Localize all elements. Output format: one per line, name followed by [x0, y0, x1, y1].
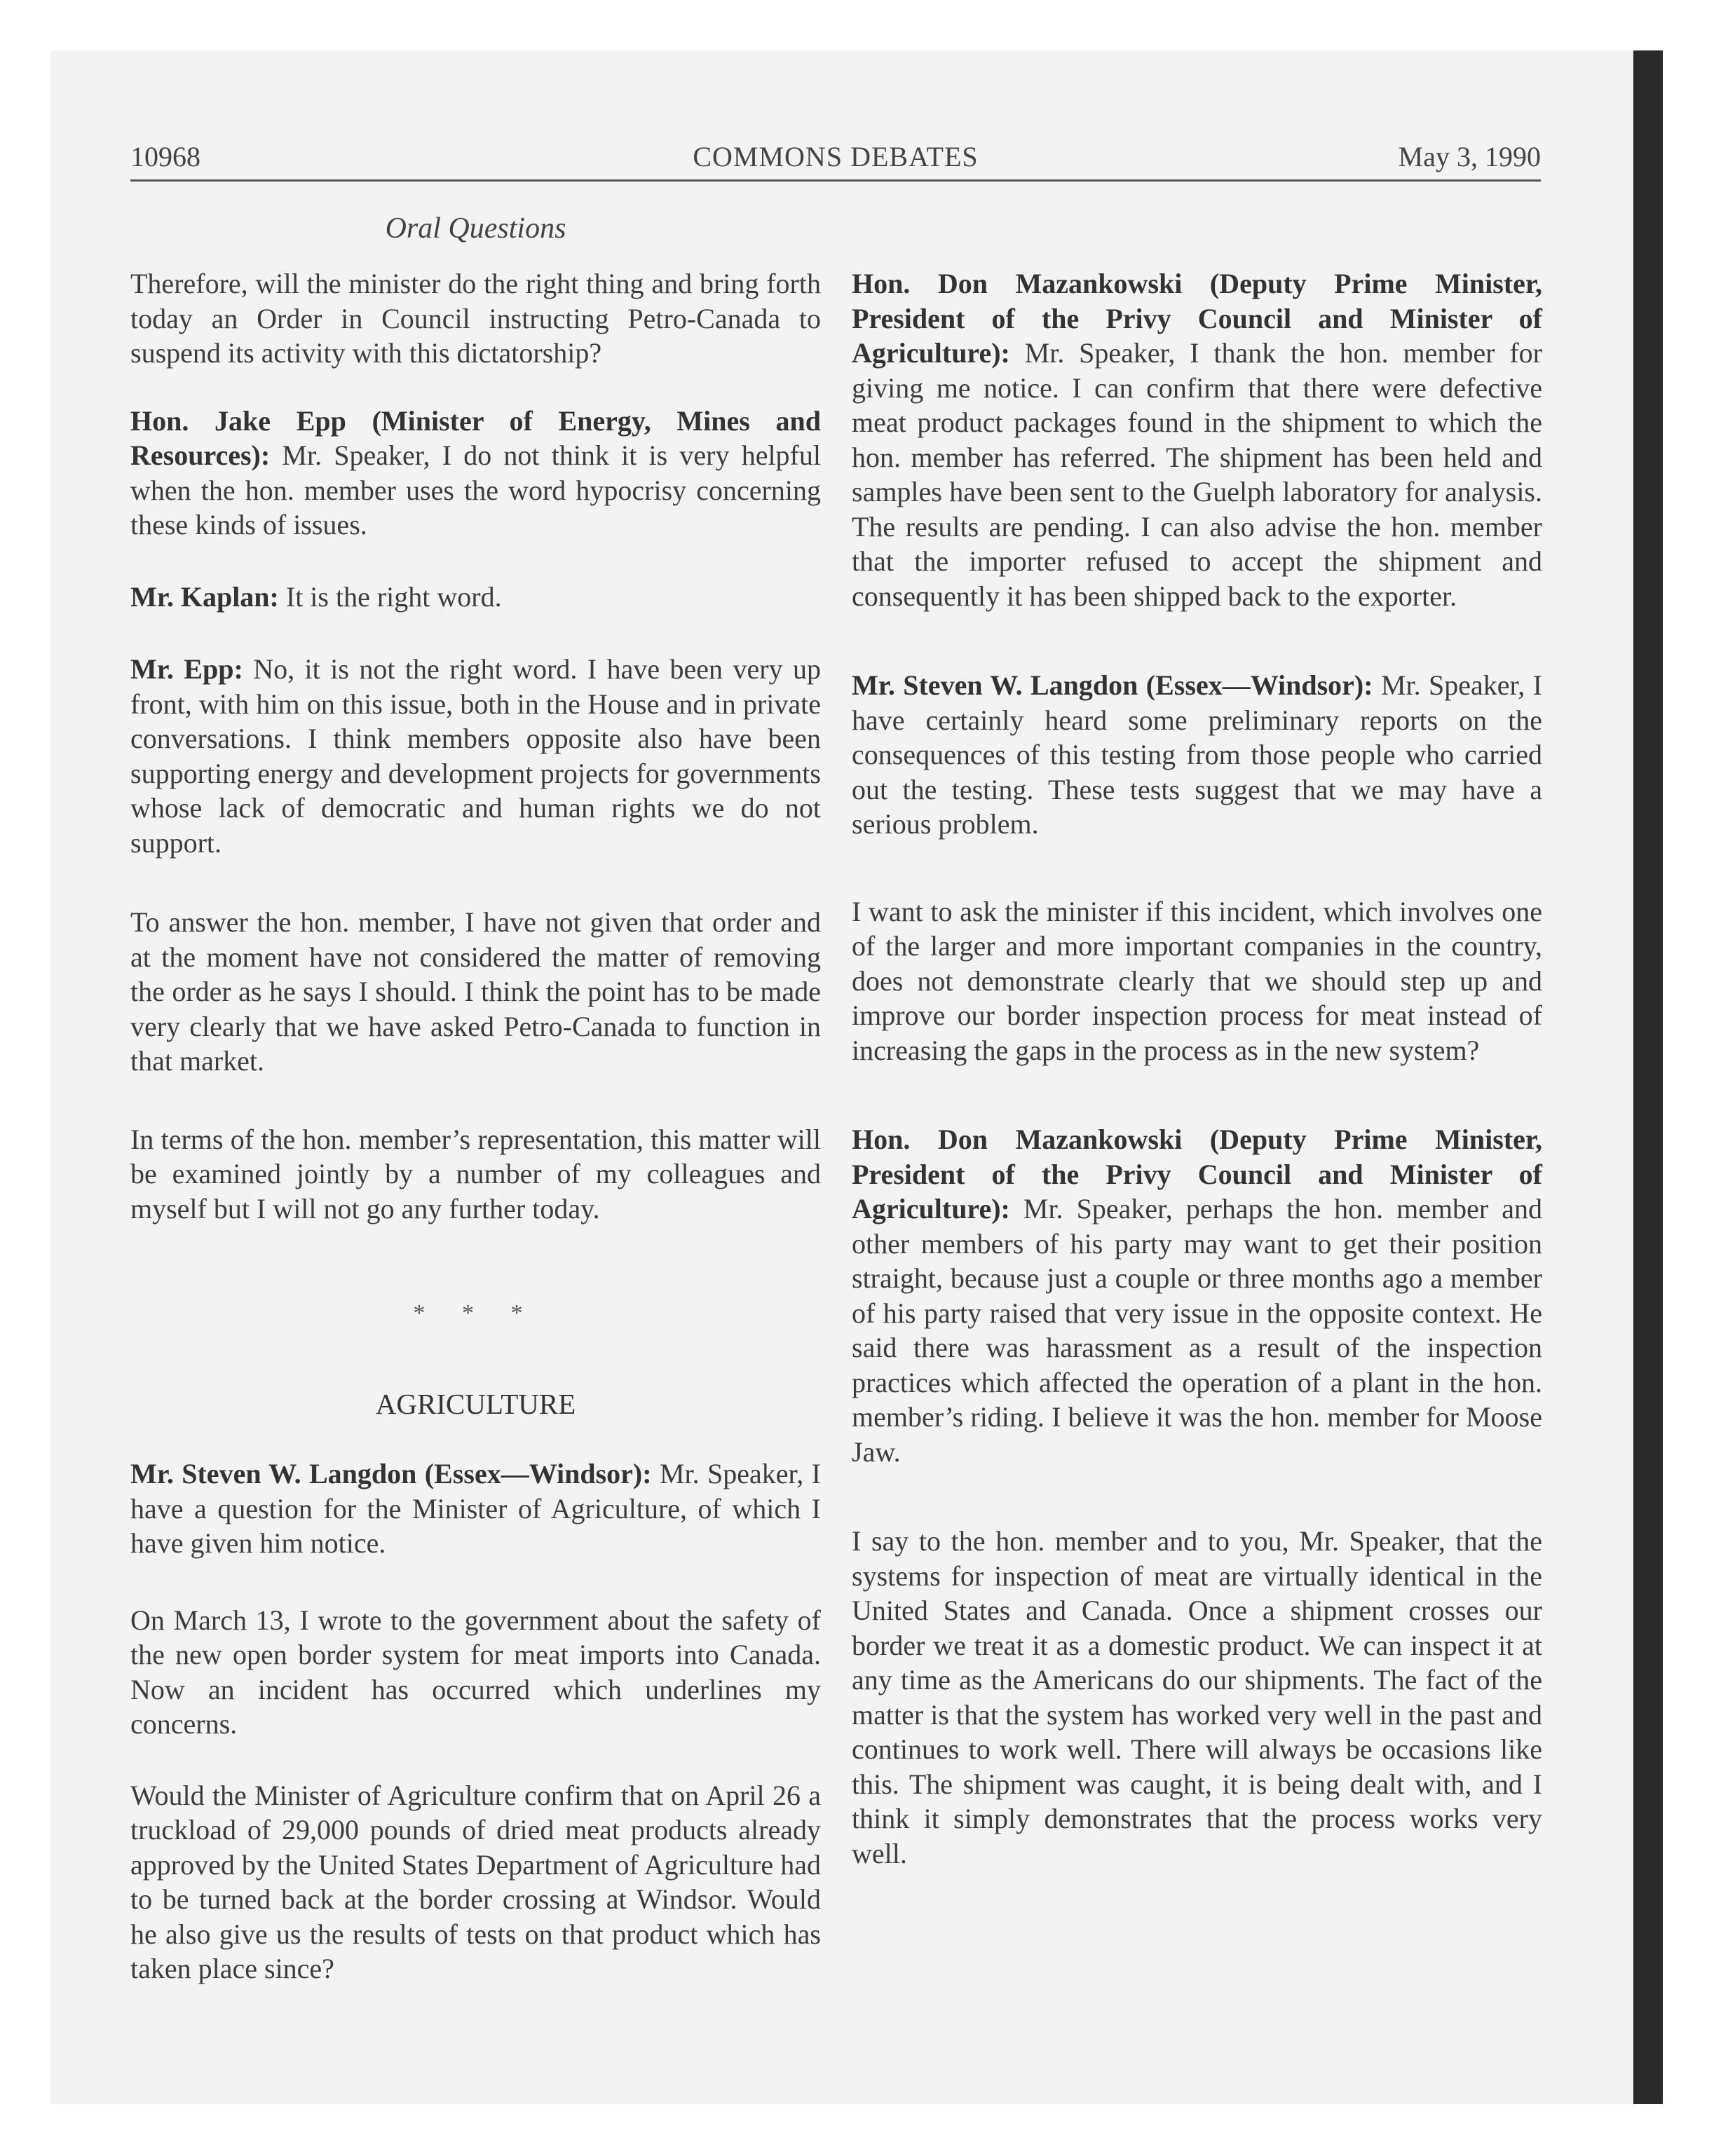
- header-rule: [130, 179, 1541, 182]
- paragraph: I want to ask the minister if this incident, which involves one of the larger and more important companies in the country, does not demonstrate clearly that we should step up and improve our border inspection process for meat instead of increasing the gaps in the process as in the new system?: [852, 895, 1542, 1066]
- paragraph: Would the Minister of Agriculture confirm that on April 26 a truckload of 29,000 pounds of dried meat products already approved by the United States Department of Agriculture had to be turned back at the border crossing at Windsor. Would he also give us the results of tests on that product which has taken place since?: [130, 1779, 821, 1984]
- speech-text: Mr. Speaker, I do not think it is very helpful when the hon. member uses the word hypocrisy concerning these kinds of issues.: [130, 439, 821, 540]
- section-heading: Oral Questions: [385, 212, 566, 245]
- speech-paragraph: [130, 1456, 821, 1561]
- speaker-name: Mr. Kaplan:: [130, 580, 279, 613]
- speech-text: Mr. Speaker, perhaps the hon. member and other members of his party may want to get their position straight, because just a couple or three months ago a member of his party raised that very issue in the opposite context. He said there was harassment as a result of the inspection practices which affected the operation of a plant in the hon. member’s riding. I believe it was the hon. member for Moose Jaw.: [852, 1193, 1542, 1468]
- speech-paragraph: [130, 580, 821, 615]
- publication-date: May 3, 1990: [1398, 141, 1541, 172]
- section-divider-stars: * * *: [413, 1300, 538, 1326]
- speech-text: Mr. Speaker, I have a question for the Minister of Agriculture, of which I have given him notice.: [130, 1458, 821, 1559]
- subject-heading: AGRICULTURE: [375, 1387, 576, 1420]
- paragraph: On March 13, I wrote to the government about the safety of the new open border system for meat imports into Canada. Now an incident has occurred which underlines my concerns.: [130, 1604, 821, 1740]
- speech-text: Mr. Speaker, I have certainly heard some preliminary reports on the consequences of this testing from those people who carried out the testing. These tests suggest that we may have a serious problem.: [852, 669, 1542, 840]
- speech-text: No, it is not the right word. I have been very up front, with him on this issue, both in the House and in private conversations. I think members opposite also have been supporting energy and development projects for governments whose lack of democratic and human rights we do not support.: [130, 653, 822, 859]
- speaker-name: Hon. Don Mazankowski (Deputy Prime Minister, President of the Privy Council and Minister of Agriculture):: [852, 1124, 1542, 1224]
- paragraph: To answer the hon. member, I have not given that order and at the moment have not considered the matter of removing the order as he says I should. I think the point has to be made very clearly that we have asked Petro-Canada to function in that market.: [130, 906, 821, 1077]
- paragraph: In terms of the hon. member’s representation, this matter will be examined jointly by a number of my colleagues and myself but I will not go any further today.: [130, 1123, 821, 1224]
- speaker-name: Mr. Steven W. Langdon (Essex—Windsor):: [130, 1458, 652, 1489]
- speech-paragraph: [130, 404, 821, 543]
- speaker-name: Hon. Don Mazankowski (Deputy Prime Minister, President of the Privy Council and Minister of Agriculture):: [852, 268, 1542, 369]
- publication-title: COMMONS DEBATES: [693, 141, 979, 172]
- paragraph: I say to the hon. member and to you, Mr. Speaker, that the systems for inspection of meat are virtually identical in the United States and Canada. Once a shipment crosses our border we treat it as a domestic product. We can inspect it at any time as the Americans do our shipments. The fact of the matter is that the system has worked very well in the past and continues to work well. There will always be occasions like this. The shipment was caught, it is being dealt with, and I think it simply demonstrates that the process works very well.: [852, 1525, 1542, 1869]
- speech-paragraph: [852, 668, 1542, 842]
- left-column: [130, 266, 821, 1986]
- paragraph: Therefore, will the minister do the right thing and bring forth today an Order in Council instructing Petro-Canada to suspend its activity with this dictatorship?: [130, 268, 821, 369]
- speech-paragraph: [852, 1122, 1542, 1469]
- speech-text: Mr. Speaker, I thank the hon. member for giving me notice. I can confirm that there were defective meat product packages found in the shipment to which the hon. member has referred. The shipment has been held and samples have been sent to the Guelph laboratory for analysis. The results are pending. I can also advise the hon. member that the importer refused to accept the shipment and consequently it has been shipped back to the exporter.: [852, 337, 1542, 612]
- speech-paragraph: [130, 652, 821, 860]
- speech-paragraph: [852, 266, 1542, 613]
- page-number: 10968: [130, 141, 200, 172]
- speaker-name: Hon. Jake Epp (Minister of Energy, Mines and Resources):: [130, 404, 821, 471]
- speaker-name: Mr. Epp:: [130, 653, 243, 685]
- speech-text: It is the right word.: [278, 580, 502, 613]
- speaker-name: Mr. Steven W. Langdon (Essex—Windsor):: [852, 669, 1373, 701]
- scan-edge-bar: [1633, 50, 1663, 2104]
- page-header: [130, 140, 1541, 182]
- right-column: [852, 266, 1542, 1871]
